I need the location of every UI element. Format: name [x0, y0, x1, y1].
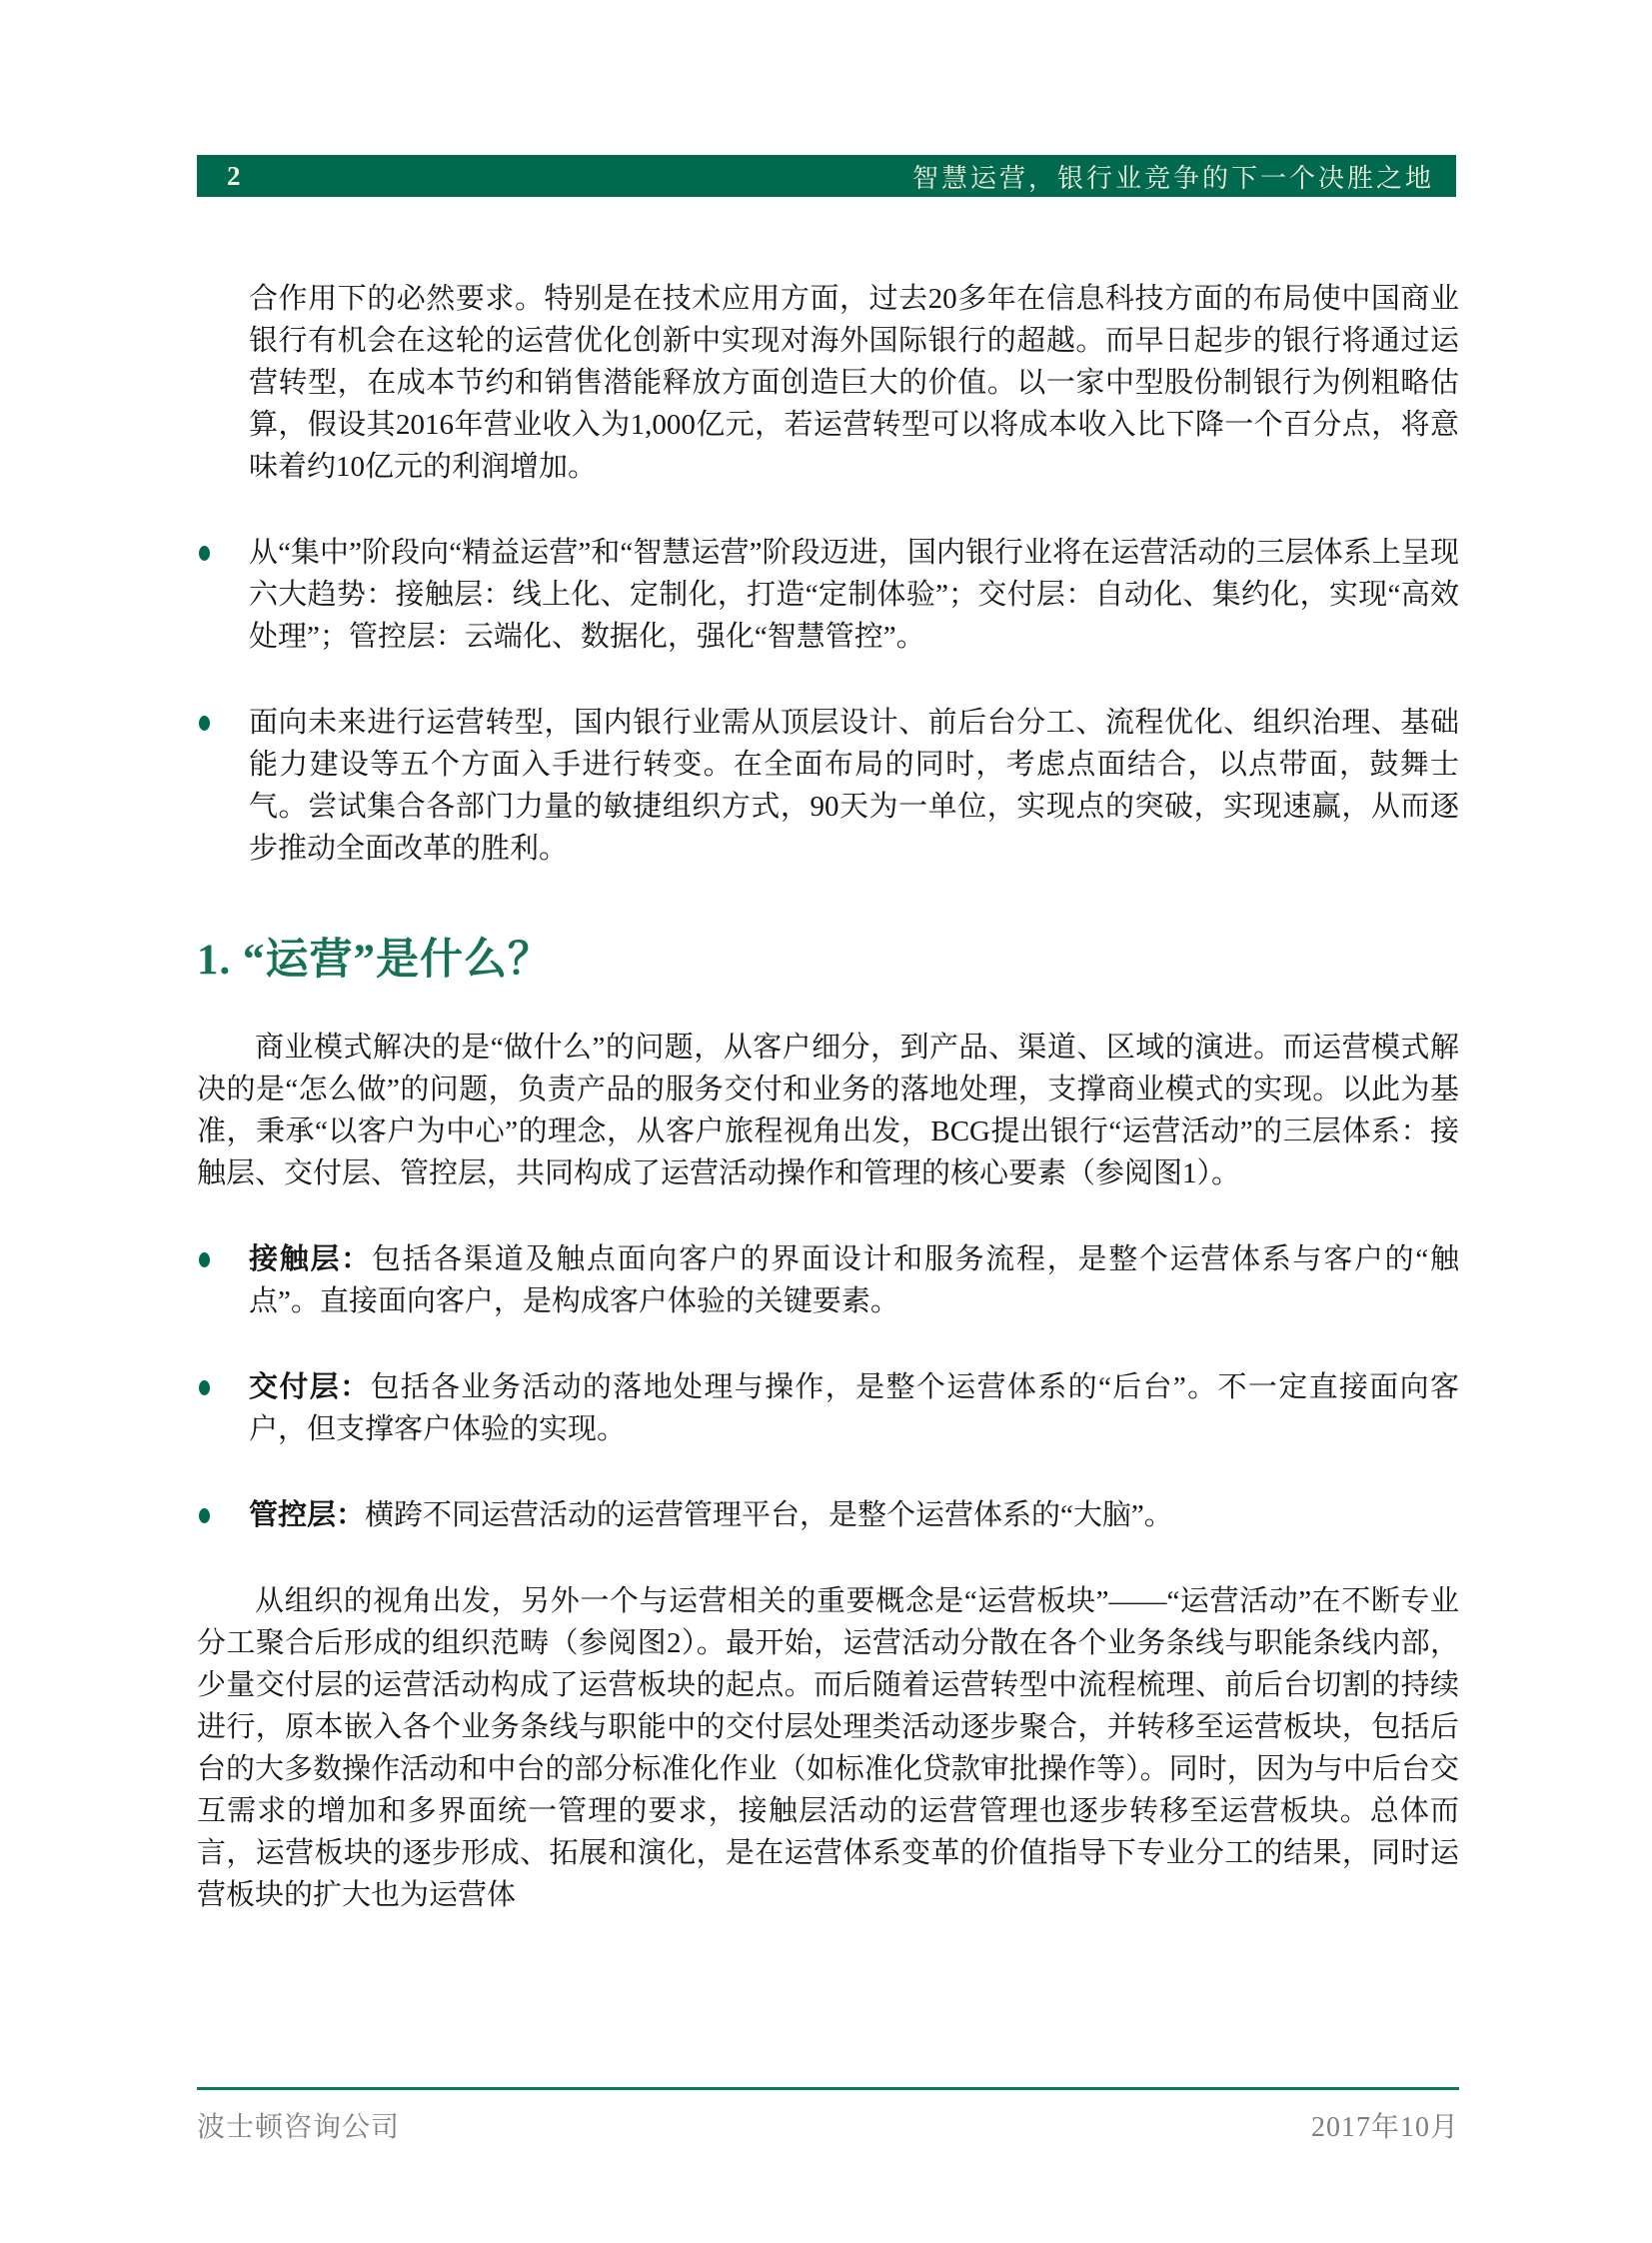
section-paragraph-2: 从组织的视角出发，另外一个与运营相关的重要概念是“运营板块”——“运营活动”在不断专业分工聚合后形成的组织范畴（参阅图2）。最开始，运营活动分散在各个业务条线与职能条线内部，少量交付层的运营活动构成了运营板块的起点。而后随着运营转型中流程梳理、前后台切割的持续进行，原本嵌入各个业务条线与职能中的交付层处理类活动逐步聚合，并转移至运营板块，包括后台的大多数操作活动和中台的部分标准化作业（如标准化贷款审批操作等）。同时，因为与中后台交互需求的增加和多界面统一管理的要求，接触层活动的运营管理也逐步转移至运营板块。总体而言，运营板块的逐步形成、拓展和演化，是在运营体系变革的价值指导下专业分工的结果，同时运营板块的扩大也为运营体: [197, 1585, 1459, 1912]
layer-bullet-list: [197, 1238, 1459, 1536]
layer-desc: 横跨不同运营活动的运营管理平台，是整个运营体系的“大脑”。: [365, 1499, 1173, 1532]
bullet-dot-icon: [199, 1508, 210, 1523]
layer-bullet-item-touch: [249, 1238, 1459, 1322]
page-body: [197, 278, 1459, 1960]
page-header-bar: [197, 155, 1456, 197]
layer-desc: 包括各渠道及触点面向客户的界面设计和服务流程，是整个运营体系与客户的“触点”。直接面向客户，是构成客户体验的关键要素。: [249, 1243, 1459, 1318]
header-title: 智慧运营，银行业竞争的下一个决胜之地: [911, 163, 1434, 193]
bullet-dot-icon: [199, 1252, 210, 1267]
layer-bullet-item-control: [249, 1494, 1459, 1536]
layer-term: 接触层：: [249, 1243, 372, 1276]
summary-bullet-text: 从“集中”阶段向“精益运营”和“智慧运营”阶段迈进，国内银行业将在运营活动的三层体系上呈现六大趋势：接触层：线上化、定制化，打造“定制体验”；交付层：自动化、集约化，实现“高效处理”；管控层：云端化、数据化，强化“智慧管控”。: [249, 537, 1459, 653]
summary-bullet-text: 面向未来进行运营转型，国内银行业需从顶层设计、前后台分工、流程优化、组织治理、基础能力建设等五个方面入手进行转变。在全面布局的同时，考虑点面结合，以点带面，鼓舞士气。尝试集合各部门力量的敏捷组织方式，90天为一单位，实现点的突破，实现速赢，从而逐步推动全面改革的胜利。: [249, 707, 1459, 865]
summary-bullet-list: [197, 532, 1459, 870]
layer-bullet-item-delivery: [249, 1366, 1459, 1450]
footer-company: 波士顿咨询公司: [197, 2112, 401, 2143]
bullet-dot-icon: [199, 716, 210, 731]
page-number: 2: [227, 160, 241, 191]
intro-continuation-paragraph: 合作用下的必然要求。特别是在技术应用方面，过去20多年在信息科技方面的布局使中国商业银行有机会在这轮的运营优化创新中实现对海外国际银行的超越。而早日起步的银行将通过运营转型，在成本节约和销售潜能释放方面创造巨大的价值。以一家中型股份制银行为例粗略估算，假设其2016年营业收入为1,000亿元，若运营转型可以将成本收入比下降一个百分点，将意味着约10亿元的利润增加。: [249, 283, 1459, 483]
page-footer: [197, 2087, 1459, 2145]
layer-desc: 包括各业务活动的落地处理与操作，是整个运营体系的“后台”。不一定直接面向客户，但支撑客户体验的实现。: [249, 1371, 1459, 1446]
summary-bullet-item: [249, 532, 1459, 658]
summary-bullet-item: [249, 702, 1459, 870]
footer-date: 2017年10月: [1310, 2112, 1459, 2143]
section-heading: 1. “运营”是什么？: [197, 937, 552, 984]
bullet-dot-icon: [199, 1380, 210, 1395]
section-paragraph-1: 商业模式解决的是“做什么”的问题，从客户细分，到产品、渠道、区域的演进。而运营模式解决的是“怎么做”的问题，负责产品的服务交付和业务的落地处理，支撑商业模式的实现。以此为基准，秉承“以客户为中心”的理念，从客户旅程视角出发，BCG提出银行“运营活动”的三层体系：接触层、交付层、管控层，共同构成了运营活动操作和管理的核心要素（参阅图1）。: [197, 1032, 1459, 1190]
layer-term: 管控层：: [249, 1499, 366, 1532]
layer-term: 交付层：: [249, 1371, 371, 1404]
bullet-dot-icon: [199, 546, 210, 561]
